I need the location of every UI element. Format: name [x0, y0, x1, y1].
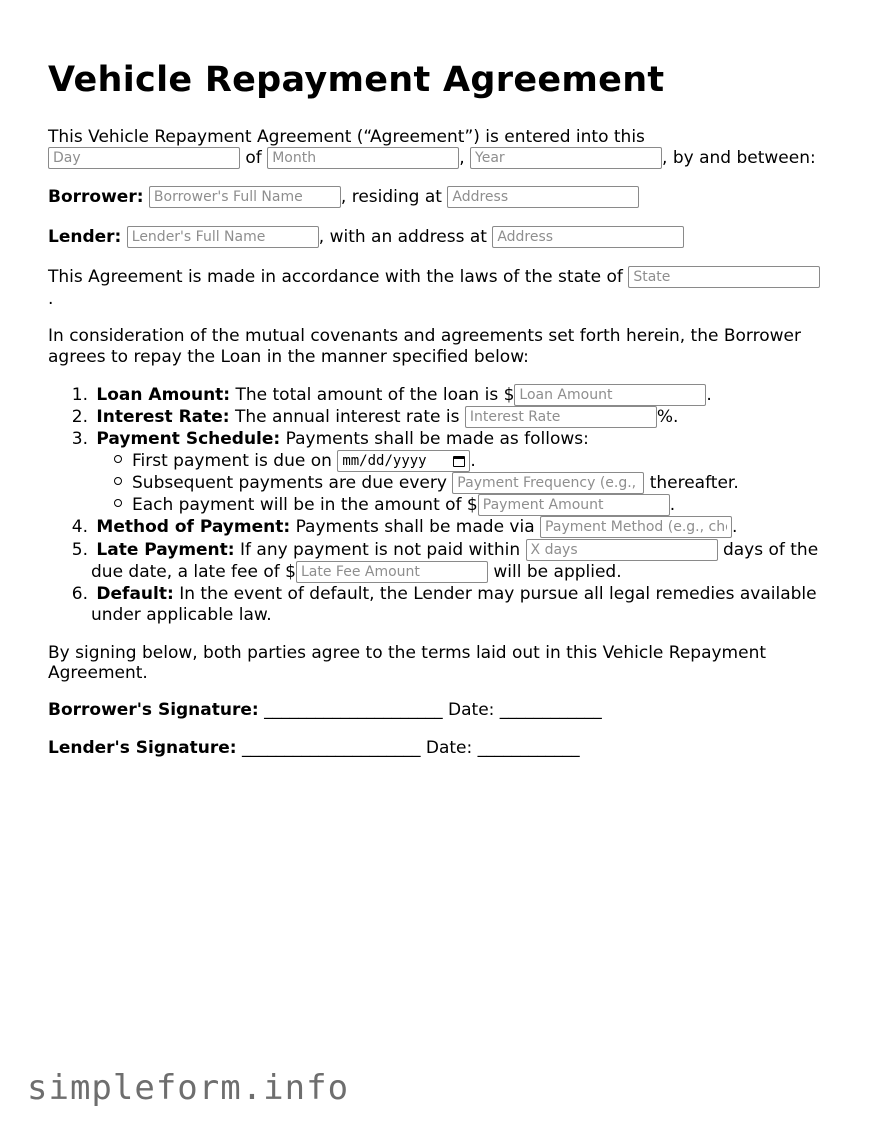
interest-label: Interest Rate: — [96, 407, 230, 427]
site-watermark: simpleform.info — [27, 1068, 350, 1108]
state-input[interactable] — [628, 266, 820, 288]
lender-signature-label: Lender's Signature: — [48, 738, 237, 758]
borrower-date-blank: ____________ — [499, 700, 602, 720]
consideration-line-1 — [48, 325, 801, 347]
borrower-address-input[interactable] — [447, 186, 639, 208]
signing-line-2 — [48, 662, 148, 684]
late-text: If any payment is not paid within — [240, 540, 521, 560]
list-item-interest — [48, 406, 678, 428]
method-after: . — [732, 517, 738, 537]
lender-date-blank: ____________ — [477, 738, 580, 758]
intro-line-2 — [48, 147, 816, 169]
late-fee-after: will be applied. — [493, 562, 622, 582]
state-period: . — [48, 289, 54, 309]
borrower-line — [48, 186, 639, 208]
signing-text-2: Agreement. — [48, 663, 148, 683]
borrower-signature-label: Borrower's Signature: — [48, 700, 259, 720]
late-fee-text: due date, a late fee of $ — [91, 562, 296, 582]
loan-text: The total amount of the loan is $ — [235, 385, 515, 405]
lender-signature-line — [48, 737, 580, 759]
consideration-text-1: In consideration of the mutual covenants and agreements set forth herein, the Borrower — [48, 326, 801, 346]
subsequent-after: thereafter. — [649, 473, 739, 493]
interest-rate-input[interactable] — [465, 406, 657, 428]
borrower-name-input[interactable] — [149, 186, 341, 208]
schedule-text: Payments shall be made as follows: — [285, 429, 589, 449]
day-input[interactable] — [48, 147, 240, 169]
method-text: Payments shall be made via — [295, 517, 535, 537]
each-payment-text: Each payment will be in the amount of $ — [132, 495, 478, 515]
loan-label: Loan Amount: — [96, 385, 231, 405]
first-payment-after: . — [470, 451, 476, 471]
bullet-icon — [114, 455, 122, 463]
comma-text: , — [459, 148, 465, 168]
residing-text: , residing at — [340, 187, 442, 207]
default-label: Default: — [96, 584, 174, 604]
list-item-schedule — [48, 428, 589, 450]
bullet-icon — [114, 499, 122, 507]
state-line — [48, 266, 820, 288]
year-input[interactable] — [470, 147, 662, 169]
borrower-signature-line — [48, 699, 602, 721]
payment-frequency-input[interactable] — [452, 472, 644, 494]
month-input[interactable] — [267, 147, 459, 169]
consideration-text-2: agrees to repay the Loan in the manner specified below: — [48, 347, 529, 367]
date-placeholder: mm/dd/yyyy — [342, 453, 427, 469]
payment-amount-input[interactable] — [478, 494, 670, 516]
lender-line — [48, 226, 684, 248]
state-clause-text: This Agreement is made in accordance with the laws of the state of — [48, 267, 623, 287]
late-fee-input[interactable] — [296, 561, 488, 583]
payment-method-input[interactable] — [540, 516, 732, 538]
page-title: Vehicle Repayment Agreement — [48, 60, 665, 100]
sub-item-subsequent — [114, 472, 739, 494]
of-text: of — [245, 148, 262, 168]
calendar-icon[interactable] — [453, 456, 465, 467]
item-number: 5. — [71, 540, 88, 560]
default-text-2: under applicable law. — [91, 605, 272, 625]
borrower-date-label: Date: — [448, 700, 495, 720]
interest-after: %. — [656, 407, 679, 427]
intro-text: This Vehicle Repayment Agreement (“Agreement”) is entered into this — [48, 127, 645, 147]
with-address-text: , with an address at — [318, 227, 487, 247]
lender-address-input[interactable] — [492, 226, 684, 248]
schedule-label: Payment Schedule: — [96, 429, 281, 449]
list-item-default-line-2 — [91, 604, 272, 626]
state-period-line — [48, 288, 53, 310]
late-after: days of the — [722, 540, 819, 560]
sub-item-first-payment — [114, 450, 476, 472]
default-text: In the event of default, the Lender may pursue all legal remedies available — [179, 584, 817, 604]
list-item-method — [48, 516, 737, 538]
sub-item-each-payment — [114, 494, 675, 516]
intro-line-1 — [48, 126, 645, 148]
bullet-icon — [114, 477, 122, 485]
method-label: Method of Payment: — [96, 517, 291, 537]
item-number: 6. — [71, 584, 88, 604]
lender-signature-blank: _____________________ — [241, 738, 421, 758]
late-label: Late Payment: — [96, 540, 235, 560]
loan-after: . — [706, 385, 712, 405]
loan-amount-input[interactable] — [514, 384, 706, 406]
item-number: 2. — [71, 407, 88, 427]
list-item-default — [48, 583, 817, 605]
item-number: 4. — [71, 517, 88, 537]
lender-label: Lender: — [48, 227, 122, 247]
by-between-text: , by and between: — [662, 148, 816, 168]
subsequent-text: Subsequent payments are due every — [132, 473, 447, 493]
borrower-signature-blank: _____________________ — [264, 700, 443, 720]
item-number: 1. — [71, 385, 88, 405]
signing-text-1: By signing below, both parties agree to the terms laid out in this Vehicle Repayment — [48, 643, 767, 663]
late-days-input[interactable] — [526, 539, 718, 561]
first-payment-date-input[interactable] — [337, 450, 470, 472]
list-item-late-line-2 — [91, 561, 622, 583]
interest-text: The annual interest rate is — [235, 407, 460, 427]
item-number: 3. — [71, 429, 88, 449]
each-payment-after: . — [669, 495, 676, 515]
consideration-line-2 — [48, 346, 529, 368]
lender-name-input[interactable] — [127, 226, 319, 248]
first-payment-text: First payment is due on — [132, 451, 332, 471]
list-item-loan — [48, 384, 712, 406]
list-item-late — [48, 539, 818, 561]
lender-date-label: Date: — [425, 738, 473, 758]
signing-line-1 — [48, 642, 766, 664]
borrower-label: Borrower: — [48, 187, 144, 207]
